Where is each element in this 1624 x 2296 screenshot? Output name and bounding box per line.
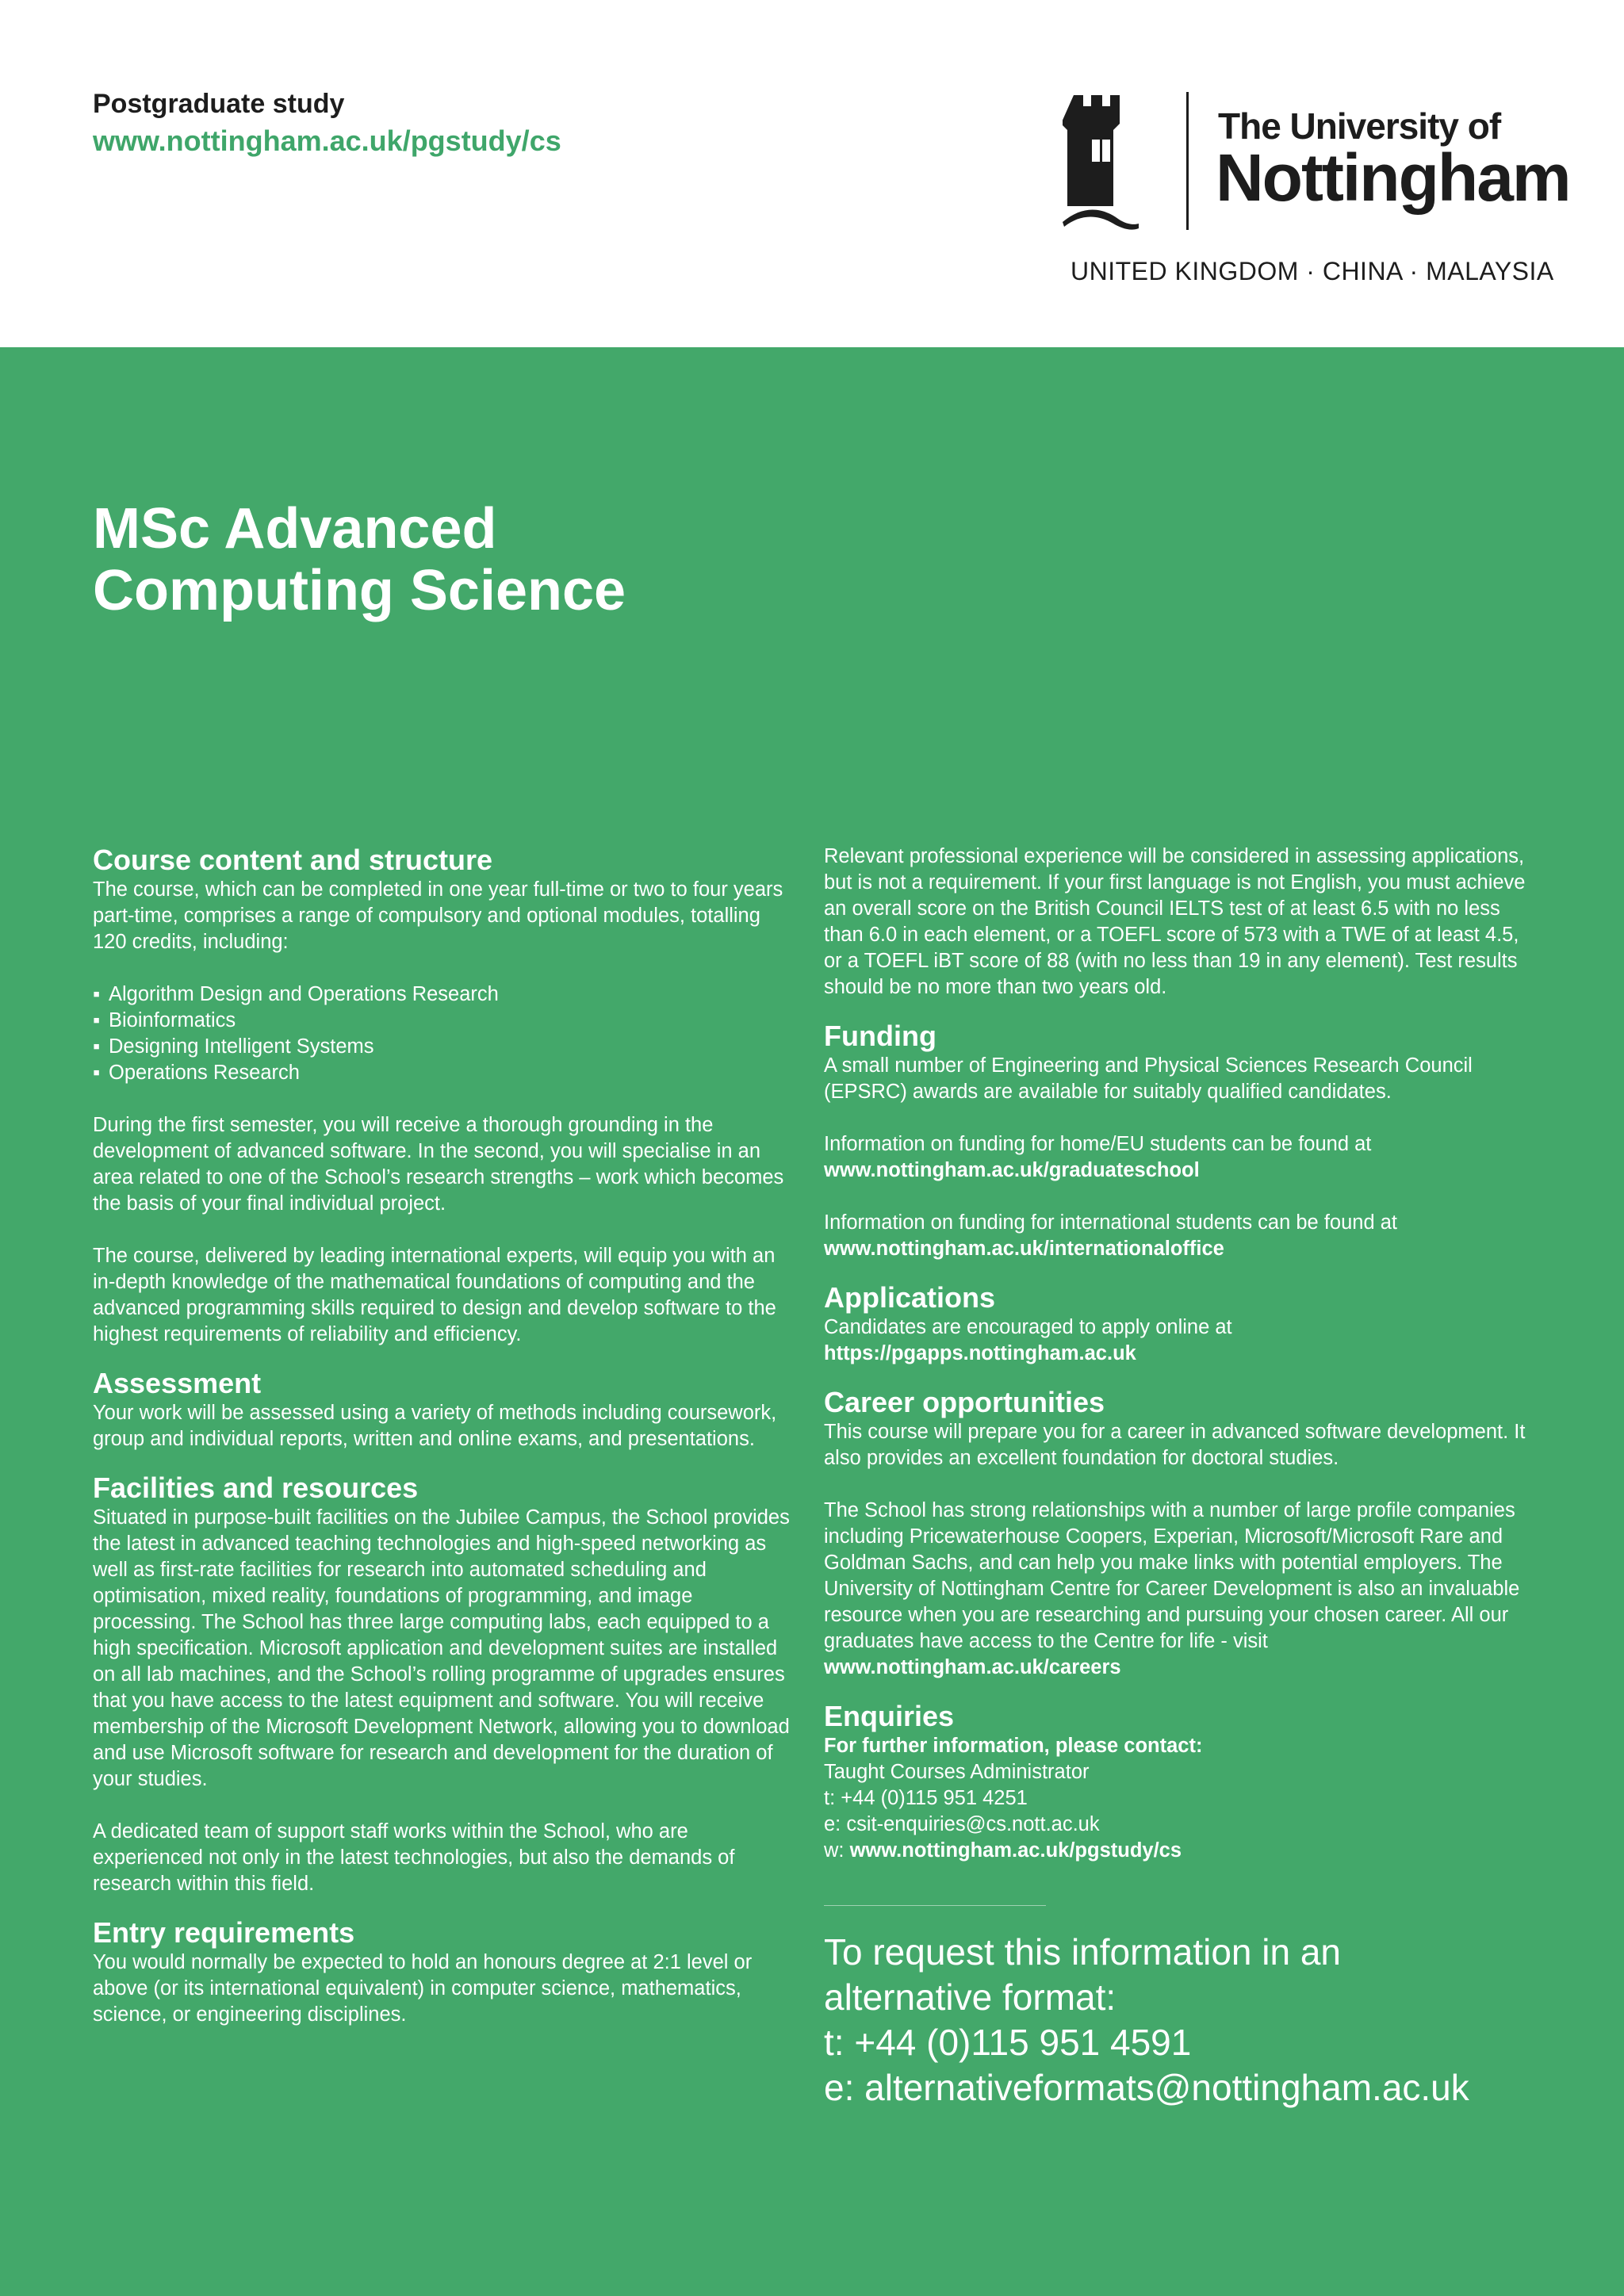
funding-home-link[interactable]: www.nottingham.ac.uk/graduateschool <box>824 1159 1200 1181</box>
alt-format-block <box>824 1930 1530 2110</box>
enquiries-web <box>824 1838 1530 1864</box>
career-link[interactable]: www.nottingham.ac.uk/careers <box>824 1656 1121 1678</box>
funding-intl-link[interactable]: www.nottingham.ac.uk/internationaloffice <box>824 1238 1224 1260</box>
facilities-paragraph-2: A dedicated team of support staff works within the School, who are experienced not only in the latest technologies, but also the demands of research within this field. <box>93 1820 735 1895</box>
logo-line-2: Nottingham <box>1216 140 1570 215</box>
module-item: ▪ Operations Research <box>93 1060 799 1086</box>
right-column <box>824 844 1530 2110</box>
left-column <box>93 844 799 2028</box>
facilities-paragraph-1: Situated in purpose-built facilities on the Jubilee Campus, the School provides the latest in advanced teaching technologies and high-speed networking as well as first-rate facilities for research into automated scheduling and optimisation, mixed reality, foundations of programming, and image processing. The School has three large computing labs, each equipped to a high specification. Microsoft application and development suites are installed on all lab machines, and the School’s rolling programme of upgrades ensures that you have access to the latest equipment and software. You will receive membership of the Microsoft Development Network, allowing you to download and use Microsoft software for research and development for the duration of your studies. <box>93 1506 790 1790</box>
assessment-text: Your work will be assessed using a variety of methods including coursework, group and individual reports, written and online exams, and presentations. <box>93 1402 777 1450</box>
header-url-link[interactable]: www.nottingham.ac.uk/pgstudy/cs <box>93 124 561 157</box>
alt-format-line-1: To request this information in an <box>824 1931 1342 1973</box>
divider-rule <box>824 1905 1046 1906</box>
logo-divider <box>1186 92 1189 230</box>
funding-intl-text: Information on funding for international students can be found at <box>824 1211 1397 1234</box>
funding-heading: Funding <box>824 1020 936 1052</box>
enquiries-email[interactable]: e: csit-enquiries@cs.nott.ac.uk <box>824 1813 1100 1835</box>
enquiries-lead: For further information, please contact: <box>824 1735 1203 1757</box>
castle-tower-icon <box>1063 95 1139 238</box>
module-list <box>93 982 799 1086</box>
facilities-heading: Facilities and resources <box>93 1471 419 1504</box>
funding-home-text: Information on funding for home/EU students can be found at <box>824 1133 1372 1155</box>
course-paragraph-2: During the first semester, you will receive a thorough grounding in the development of advanced software. In the second, you will specialise in an area related to one of the School’s research strengths – work which becomes the basis of your final individual project. <box>93 1114 784 1215</box>
course-intro: The course, which can be completed in one year full-time or two to four years part-time, comprises a range of compulsory and optional modules, totalling 120 credits, including: <box>93 878 783 953</box>
applications-text: Candidates are encouraged to apply online at <box>824 1316 1232 1338</box>
enquiries-web-prefix: w: <box>824 1839 845 1862</box>
enquiries-heading: Enquiries <box>824 1700 955 1732</box>
page-header <box>0 0 1624 347</box>
alt-format-phone: t: +44 (0)115 951 4591 <box>824 2022 1192 2063</box>
entry-text: You would normally be expected to hold an honours degree at 2:1 level or above (or its international equivalent) in computer science, mathematics, science, or engineering disciplines. <box>93 1951 753 2026</box>
module-item: ▪ Algorithm Design and Operations Research <box>93 982 799 1008</box>
title-line-1: MSc Advanced <box>93 497 497 561</box>
career-paragraph-2: The School has strong relationships with a number of large profile companies including Pricewaterhouse Coopers, Experian, Microsoft/Microsoft Rare and Goldman Sachs, and can help you make links with potential employers. The University of Nottingham Centre for Career Development is also an invaluable resource when you are researching and pursuing your chosen career. All our graduates have access to the Centre for life - visit <box>824 1499 1520 1652</box>
module-item: ▪ Bioinformatics <box>93 1008 799 1034</box>
title-line-2: Computing Science <box>93 559 626 622</box>
applications-link[interactable]: https://pgapps.nottingham.ac.uk <box>824 1342 1136 1364</box>
logo-line-1: The University of <box>1218 105 1501 147</box>
page-title <box>93 498 1044 622</box>
career-heading: Career opportunities <box>824 1386 1105 1418</box>
university-logo[interactable] <box>1063 89 1570 295</box>
alt-format-email[interactable]: e: alternativeformats@nottingham.ac.uk <box>824 2067 1469 2108</box>
career-paragraph-1: This course will prepare you for a career in advanced software development. It also provides an excellent foundation for doctoral studies. <box>824 1421 1526 1469</box>
entry-continued: Relevant professional experience will be considered in assessing applications, but is not a requirement. If your first language is not English, you must achieve an overall score on the British Council IELTS test of at least 6.5 with no less than 6.0 in each element, or a TOEFL score of 573 with a TWE of at least 4.5, or a TOEFL iBT score of 88 (with no less than 19 in any element). Test results should be no more than two years old. <box>824 845 1526 998</box>
funding-paragraph-1: A small number of Engineering and Physical Sciences Research Council (EPSRC) awards are available for suitably qualified candidates. <box>824 1054 1473 1103</box>
course-heading: Course content and structure <box>93 844 493 876</box>
alt-format-line-2: alternative format: <box>824 1976 1116 2018</box>
assessment-heading: Assessment <box>93 1367 262 1399</box>
module-item: ▪ Designing Intelligent Systems <box>93 1034 799 1060</box>
header-label: Postgraduate study <box>93 89 345 119</box>
enquiries-contact: Taught Courses Administrator <box>824 1761 1090 1783</box>
logo-tagline: UNITED KINGDOM · CHINA · MALAYSIA <box>1071 257 1554 285</box>
course-paragraph-3: The course, delivered by leading international experts, will equip you with an in-depth knowledge of the mathematical foundations of computing and the advanced programming skills required to design and develop software to the highest requirements of reliability and efficiency. <box>93 1245 776 1345</box>
enquiries-web-link[interactable]: www.nottingham.ac.uk/pgstudy/cs <box>849 1839 1182 1862</box>
applications-heading: Applications <box>824 1281 996 1314</box>
enquiries-phone: t: +44 (0)115 951 4251 <box>824 1787 1028 1809</box>
entry-heading: Entry requirements <box>93 1916 355 1949</box>
